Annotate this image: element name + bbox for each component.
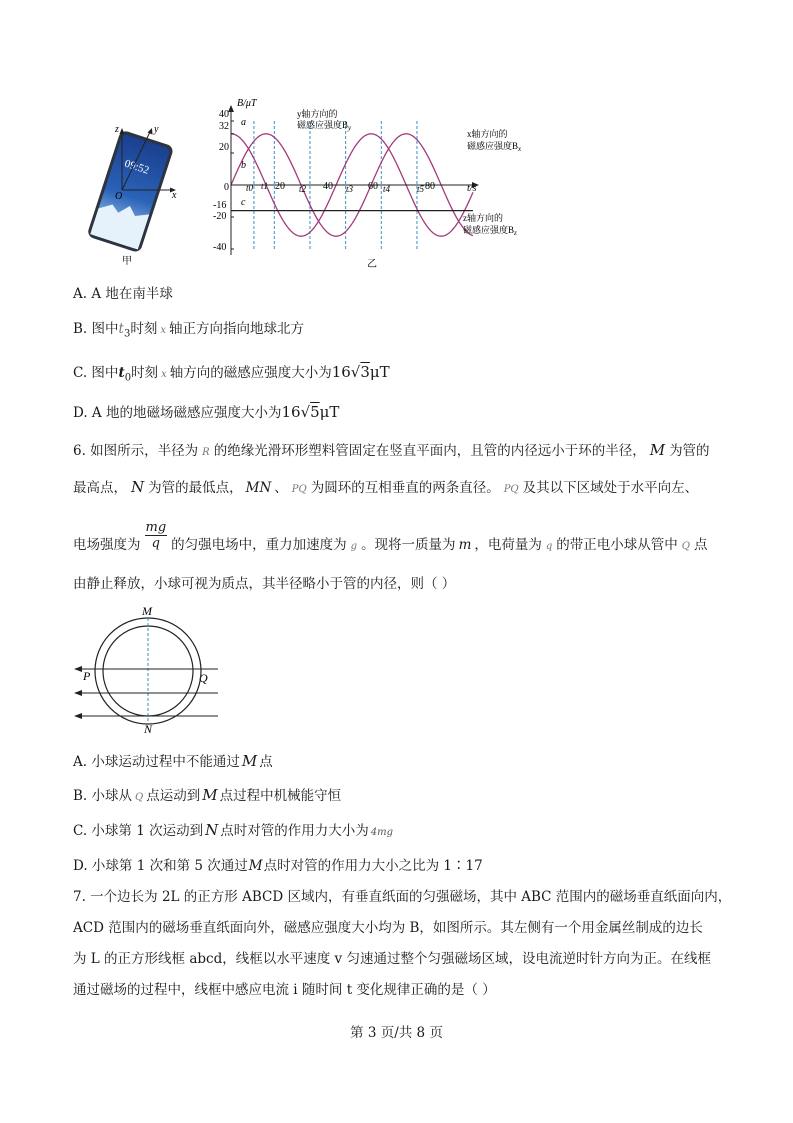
x-tick-40: 40 [323,181,333,192]
point-b: b [241,160,246,171]
label-M: M [142,604,152,618]
t3-label: t3 [346,184,354,194]
q6-option-b: B. 小球从 Q 点运动到 M 点过程中机械能守恒 [73,786,342,804]
label-Q: Q [199,671,208,685]
axis-y-label: y [154,124,159,135]
q6-line-1: 6. 如图所示，半径为 R 的绝缘光滑环形塑料管固定在竖直平面内，且管的内径远小于环的半径， M 为管的 [73,441,710,459]
fraction-mg-over-q: $\frac{mg}{q}$ [145,520,167,551]
svg-text:磁感应强度Bz: 磁感应强度$B_z$ [463,225,517,237]
q7-line-2: ACD 范围内的磁场垂直纸面向外，磁感应强度大小均为 B，如图所示。其左侧有一个用金属丝制成的边长 [73,920,703,936]
q7-line-3: 为 L 的正方形线框 abcd，线框以水平速度 v 匀速通过整个匀强磁场区域，设电流逆时针方向为正。在线框 [73,951,711,967]
q6-option-d: D. 小球第 1 次和第 5 次通过M点时对管的作用力大小之比为 1∶17 [73,858,483,874]
legend-Bz [463,212,517,237]
page-footer: 第 3 页/共 8 页 [350,1025,443,1041]
x-axis-label: t/s [467,183,477,194]
x-tick-60: 60 [368,181,378,192]
legend-Bx [467,128,522,153]
q5-option-a-text: A. A 地在南半球 [73,286,173,302]
y-tick-0: 0 [224,182,229,193]
axis-x-label: x [172,190,177,201]
y-tick-20: 20 [219,142,229,153]
svg-text:x轴方向的: x轴方向的 [467,129,508,139]
q6-line-3: 电场强度为 $\frac{mg}{q}$ 的匀强电场中，重力加速度为 $_g$ 。现将一质量为 m ，电荷量为 $_q$ 的带正电小球从管中 $_Q$ 点 [73,520,708,553]
t1-label: t1 [261,181,269,191]
y-tick-neg40: -40 [213,242,227,253]
ring-tube-diagram [70,600,230,740]
svg-text:y轴方向的: y轴方向的 [297,109,338,119]
x-tick-80: 80 [425,181,435,192]
q5-option-c: C. 图中$t_0$时刻 x 轴方向的磁感应强度大小为16√3μT [73,363,390,384]
y-tick-neg20: -20 [213,211,227,222]
label-jia: 甲 [122,256,132,267]
phone-illustration [72,118,192,268]
q6-line-4: 由静止释放，小球可视为质点，其半径略小于管的内径，则（ ） [73,576,456,592]
point-a: a [241,117,246,128]
q6-line-2: 最高点， N 为管的最低点， MN 、 PQ 为圆环的互相垂直的两条直径。 PQ 及其以下区域处于水平向左、 [73,478,699,496]
y-tick-40: 40 [219,109,229,120]
q7-line-1: 7. 一个边长为 2L 的正方形 ABCD 区域内，有垂直纸面的匀强磁场，其中 ABC 范围内的磁场垂直纸面向内， [73,889,732,905]
svg-text:磁感应强度By: 磁感应强度$B_y$ [297,120,352,132]
t5-label: t5 [417,184,425,194]
figure-jia [72,118,192,268]
q5-option-d: D. A 地的地磁场磁感应强度大小为16√5μT [73,403,340,421]
legend-By [297,108,352,132]
label-P: P [83,669,91,683]
phone-time: 09:52 [122,157,151,177]
q5-option-a [73,285,173,303]
svg-text:z轴方向的: z轴方向的 [463,213,503,223]
magnetic-field-chart [205,95,545,270]
q5-option-b: B. 图中$t_3$时刻 x 轴正方向指向地球北方 [73,321,304,340]
q6-option-c: C. 小球第 1 次运动到 N 点时对管的作用力大小为 4mg [73,821,393,839]
q6-figure [70,600,230,740]
x-tick-20: 20 [275,181,285,192]
q6-option-a: A. 小球运动过程中不能通过 M 点 [73,752,273,770]
q7-line-4: 通过磁场的过程中，线框中感应电流 i 随时间 t 变化规律正确的是（ ） [73,982,496,998]
axis-z-label: z [115,124,119,135]
label-N: N [144,722,153,736]
origin-label: O [115,191,123,202]
t4-label: t4 [383,184,391,194]
y-tick-neg16: -16 [213,200,227,211]
figure-yi [205,95,545,270]
svg-text:磁感应强度Bx: 磁感应强度$B_x$ [467,141,522,153]
label-yi: 乙 [367,259,377,270]
t2-label: t2 [299,184,307,194]
y-axis-label: B/μT [237,98,257,109]
point-c: c [241,197,246,208]
t0-label: t0 [246,183,254,193]
y-tick-32: 32 [219,121,229,132]
